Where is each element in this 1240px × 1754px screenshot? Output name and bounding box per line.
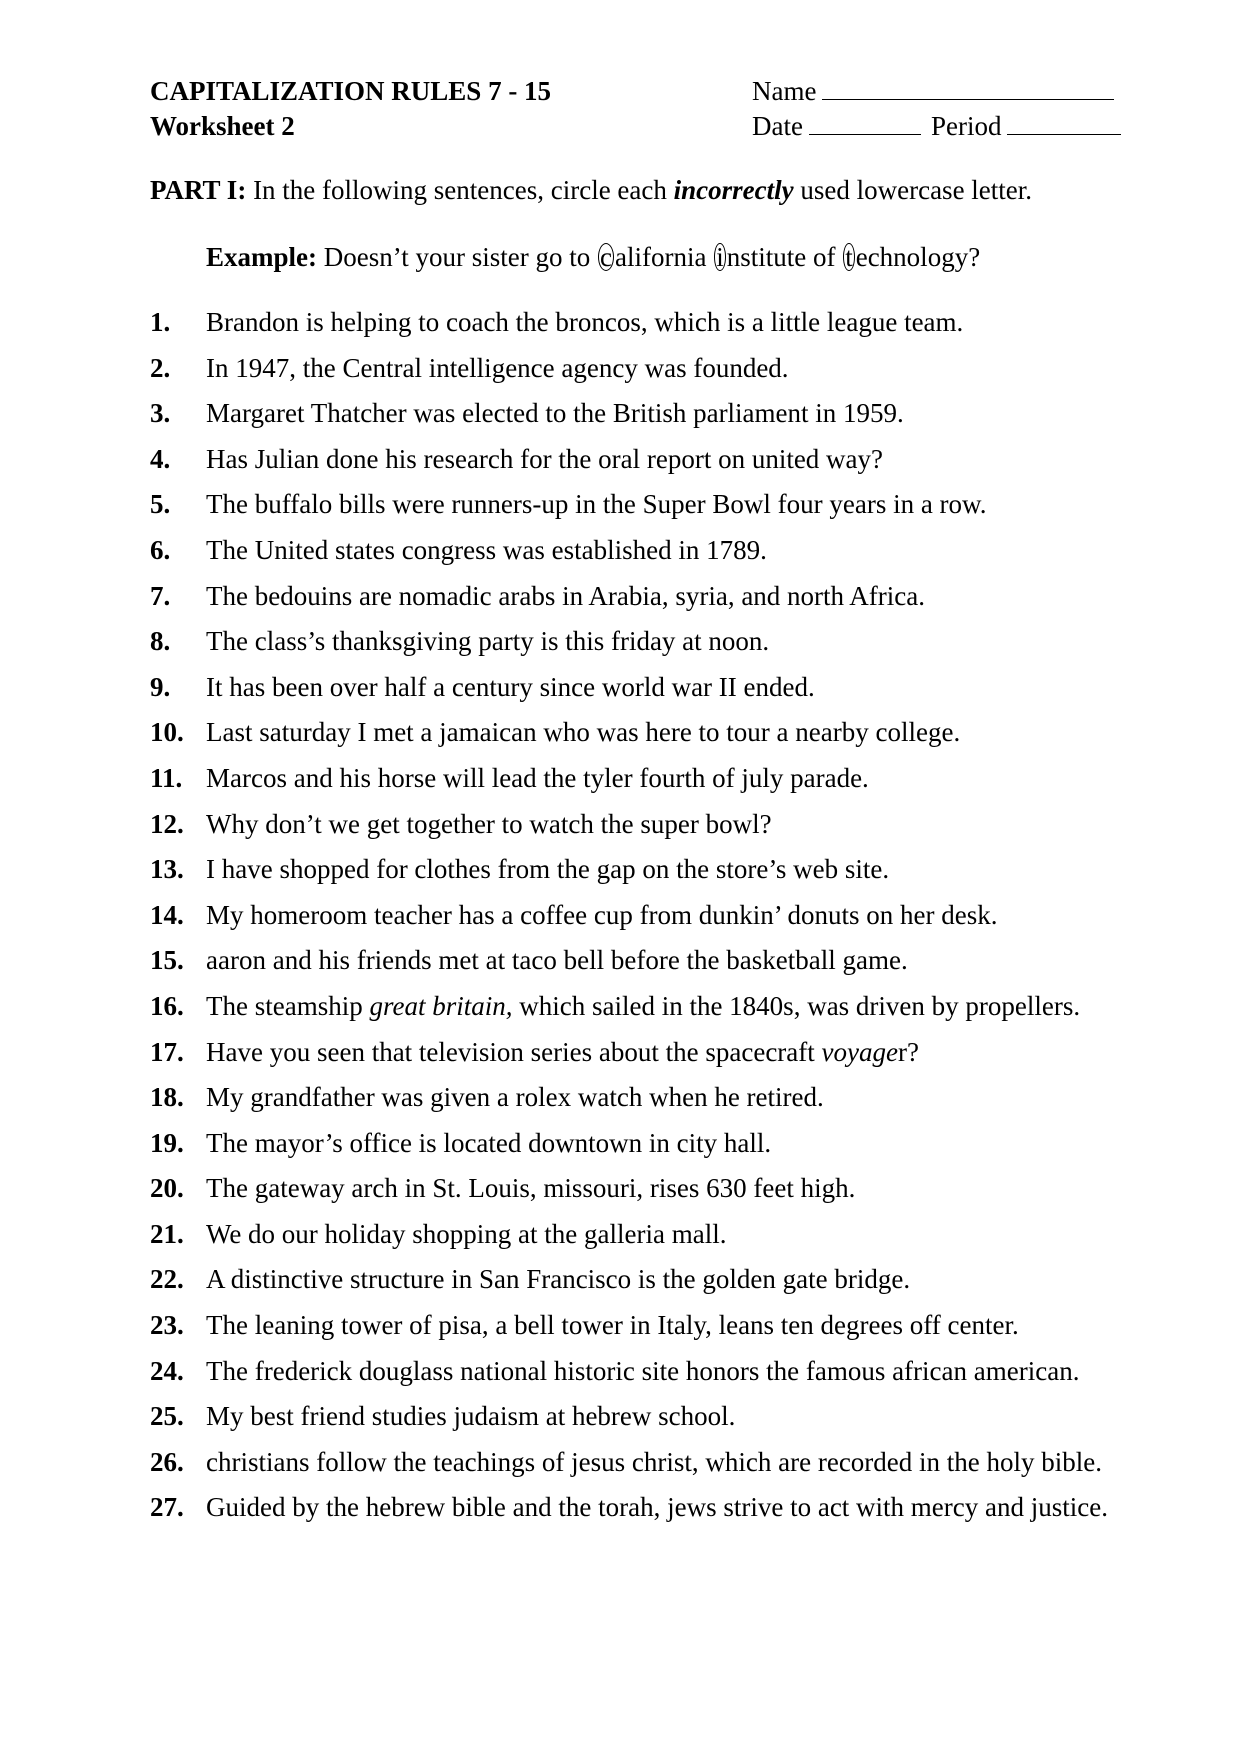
list-item <box>150 487 1230 533</box>
item-text: We do our holiday shopping at the galleria mall. <box>206 1218 727 1249</box>
item-text: My best friend studies judaism at hebrew school. <box>206 1401 736 1432</box>
item-text-post: which sailed in the 1840s, was driven by propellers. <box>512 990 1081 1021</box>
item-text: Margaret Thatcher was elected to the British parliament in 1959. <box>206 398 904 429</box>
circled-letter: c <box>599 242 612 272</box>
item-text: The leaning tower of pisa, a bell tower in Italy, leans ten degrees off center. <box>206 1310 1019 1341</box>
list-item <box>150 579 1230 625</box>
item-text <box>206 1035 919 1070</box>
list-item <box>150 1035 1230 1081</box>
item-number: 18. <box>150 1082 184 1113</box>
circled-letter: t <box>845 242 853 272</box>
item-number: 17. <box>150 1036 184 1067</box>
item-number: 22. <box>150 1264 184 1295</box>
item-text: Has Julian done his research for the oral report on united way? <box>206 443 884 474</box>
item-number: 8. <box>150 626 171 657</box>
item-text: In 1947, the Central intelligence agency was founded. <box>206 352 789 383</box>
list-item <box>150 1262 1230 1308</box>
item-number: 13. <box>150 854 184 885</box>
item-number: 26. <box>150 1446 184 1477</box>
item-number: 27. <box>150 1492 184 1523</box>
list-item <box>150 1445 1230 1491</box>
item-number: 21. <box>150 1218 184 1249</box>
list-item <box>150 396 1230 442</box>
item-text: My homeroom teacher has a coffee cup from dunkin’ donuts on her desk. <box>206 899 998 930</box>
item-number: 1. <box>150 307 171 337</box>
item-text-italic: great britain, <box>369 990 513 1021</box>
worksheet-subtitle: Worksheet 2 <box>150 111 295 141</box>
item-text-pre: Have you seen that television series about the spacecraft <box>206 1036 822 1067</box>
item-text: My grandfather was given a rolex watch when he retired. <box>206 1082 824 1113</box>
example-text-1: Doesn’t your sister go to <box>317 242 597 272</box>
item-text: The frederick douglass national historic site honors the famous african american. <box>206 1355 1080 1386</box>
item-number: 11. <box>150 762 183 793</box>
item-number: 6. <box>150 534 171 565</box>
example-text-4: echnology? <box>855 242 981 272</box>
circled-letter: i <box>716 242 724 272</box>
item-number: 19. <box>150 1127 184 1158</box>
list-item <box>150 761 1230 807</box>
list-item <box>150 898 1230 944</box>
item-number: 20. <box>150 1173 184 1204</box>
item-number: 15. <box>150 945 184 976</box>
list-item <box>150 533 1230 579</box>
instruction-after: used lowercase letter. <box>793 175 1033 205</box>
list-item <box>150 1080 1230 1126</box>
list-item <box>150 1399 1230 1445</box>
item-text: I have shopped for clothes from the gap on the store’s web site. <box>206 854 890 885</box>
item-text: The bedouins are nomadic arabs in Arabia, syria, and north Africa. <box>206 580 926 611</box>
item-number: 24. <box>150 1355 184 1386</box>
item-text: Guided by the hebrew bible and the torah, jews strive to act with mercy and justice. <box>206 1492 1108 1523</box>
name-row <box>752 74 1121 109</box>
list-item <box>150 989 1230 1035</box>
item-number: 9. <box>150 671 171 702</box>
part-label: PART I: <box>150 175 247 205</box>
list-item <box>150 670 1230 716</box>
item-number: 23. <box>150 1310 184 1341</box>
item-text: christians follow the teachings of jesus christ, which are recorded in the holy bible. <box>206 1446 1102 1477</box>
worksheet-header <box>150 74 551 144</box>
list-item <box>150 1308 1230 1354</box>
item-number: 3. <box>150 398 171 429</box>
name-label: Name <box>752 76 817 106</box>
list-item <box>150 1171 1230 1217</box>
item-number: 12. <box>150 808 184 839</box>
list-item <box>150 624 1230 670</box>
item-text: The buffalo bills were runners-up in the Super Bowl four years in a row. <box>206 489 987 520</box>
example-text-3: nstitute of <box>726 242 843 272</box>
name-blank[interactable] <box>822 77 1114 100</box>
list-item <box>150 351 1230 397</box>
item-text-pre: The steamship <box>206 990 370 1021</box>
item-number: 14. <box>150 899 184 930</box>
list-item <box>150 1217 1230 1263</box>
item-number: 10. <box>150 717 184 748</box>
item-text: The United states congress was established in 1789. <box>206 534 767 565</box>
item-text: Brandon is helping to coach the broncos, which is a little league team. <box>206 307 964 337</box>
list-item <box>150 807 1230 853</box>
list-item <box>150 943 1230 989</box>
item-number: 4. <box>150 443 171 474</box>
item-text: It has been over half a century since world war II ended. <box>206 671 815 702</box>
item-number: 7. <box>150 580 171 611</box>
item-number: 16. <box>150 990 184 1021</box>
item-text: Last saturday I met a jamaican who was here to tour a nearby college. <box>206 717 961 748</box>
instruction-emphasis: incorrectly <box>673 175 794 205</box>
period-blank[interactable] <box>1007 112 1121 135</box>
example-label: Example: <box>206 242 317 272</box>
item-number: 2. <box>150 352 171 383</box>
item-text: aaron and his friends met at taco bell before the basketball game. <box>206 945 908 976</box>
date-label: Date <box>752 111 803 141</box>
list-item <box>150 442 1230 488</box>
example-sentence <box>206 240 980 275</box>
item-text: Marcos and his horse will lead the tyler fourth of july parade. <box>206 762 869 793</box>
item-number: 25. <box>150 1401 184 1432</box>
sentence-list <box>150 305 1230 1536</box>
student-info <box>752 74 1121 144</box>
item-text-post: r? <box>897 1036 919 1067</box>
list-item <box>150 852 1230 898</box>
item-text: Why don’t we get together to watch the super bowl? <box>206 808 772 839</box>
instruction-before: In the following sentences, circle each <box>246 175 674 205</box>
list-item <box>150 715 1230 761</box>
example-text-2: alifornia <box>614 242 714 272</box>
item-text: The gateway arch in St. Louis, missouri, rises 630 feet high. <box>206 1173 856 1204</box>
list-item <box>150 1490 1230 1536</box>
item-text: The mayor’s office is located downtown in city hall. <box>206 1127 772 1158</box>
list-item <box>150 1126 1230 1172</box>
worksheet-title: CAPITALIZATION RULES 7 - 15 <box>150 76 552 106</box>
list-item <box>150 1354 1230 1400</box>
part-instructions <box>150 173 1032 208</box>
item-text: A distinctive structure in San Francisco is the golden gate bridge. <box>206 1264 911 1295</box>
date-period-row <box>752 109 1121 144</box>
item-text: The class’s thanksgiving party is this friday at noon. <box>206 626 770 657</box>
list-item <box>150 305 1230 351</box>
date-blank[interactable] <box>809 112 921 135</box>
item-number: 5. <box>150 489 171 520</box>
item-text-italic: voyage <box>821 1036 898 1067</box>
item-text <box>206 989 1080 1024</box>
period-label: Period <box>930 111 1002 141</box>
